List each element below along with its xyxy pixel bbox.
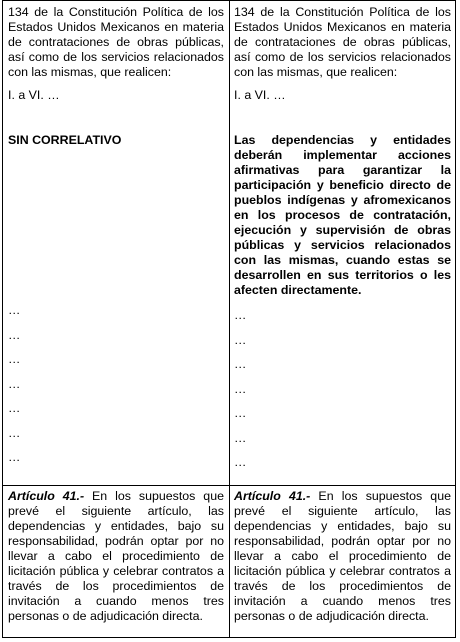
left-cell-bottom [3, 485, 229, 637]
ellipsis-item: … [8, 401, 21, 415]
article-label: Artículo 41.- [8, 489, 85, 503]
left-article-41 [8, 489, 224, 624]
article-text: En los supuestos que prevé el siguiente artículo, las dependencias y entidades, bajo su responsabilidad, podrán optar por no llevar a cabo el procedimiento de licitación pública y celebrar contratos a través de los procedimientos de invitación a cuando menos tres personas o de adjudicación directa. [234, 489, 451, 623]
ellipsis-item: … [8, 450, 21, 464]
right-intro-text: 134 de la Constitución Política de los Estados Unidos Mexicanos en materia de contrataciones de obras públicas, así como de los servicios relacionados con las mismas, que realicen: [234, 5, 451, 79]
right-cell-bottom [229, 485, 456, 637]
left-column [3, 1, 230, 637]
ellipsis-item: … [234, 357, 247, 371]
ellipsis-item: … [234, 381, 247, 396]
ellipsis-item: … [8, 327, 21, 342]
left-ellipsis-list [8, 298, 224, 470]
ellipsis-item: … [234, 332, 247, 347]
right-column [229, 1, 456, 637]
ellipsis-item: … [8, 376, 21, 391]
right-article-41 [234, 489, 451, 624]
no-correlative-label: SIN CORRELATIVO [8, 133, 122, 147]
ellipsis-item: … [8, 425, 21, 440]
ellipsis-item: … [234, 406, 247, 420]
right-range-text: I. a VI. … [234, 88, 286, 102]
ellipsis-item: … [234, 308, 247, 322]
article-text: En los supuestos que prevé el siguiente artículo, las dependencias y entidades, bajo su responsabilidad, podrán optar por no llevar a cabo el procedimiento de licitación pública y celebrar contratos a través de los procedimientos de invitación a cuando menos tres personas o de adjudicación directa. [8, 489, 224, 623]
right-cell-top [229, 1, 456, 485]
ellipsis-item: … [8, 303, 21, 317]
new-paragraph-text: Las dependencias y entidades deberán implementar acciones afirmativas para garantizar la participación y beneficio directo de pueblos indígenas y afromexicanos en los procesos de contratación, ejecución y supervisión de obras públicas y servicios relacionados con las mismas, cuando estas se desarrollen en sus territorios o les afecten directamente. [234, 133, 451, 297]
left-cell-top [3, 1, 229, 485]
ellipsis-item: … [8, 352, 21, 366]
right-ellipsis-list [234, 303, 451, 475]
article-label: Artículo 41.- [234, 489, 311, 503]
ellipsis-item: … [234, 455, 247, 469]
comparison-table [2, 0, 456, 638]
left-intro-text: 134 de la Constitución Política de los Estados Unidos Mexicanos en materia de contrataciones de obras públicas, así como de los servicios relacionados con las mismas, que realicen: [8, 5, 224, 79]
ellipsis-item: … [234, 430, 247, 445]
left-range-text: I. a VI. … [8, 88, 60, 102]
